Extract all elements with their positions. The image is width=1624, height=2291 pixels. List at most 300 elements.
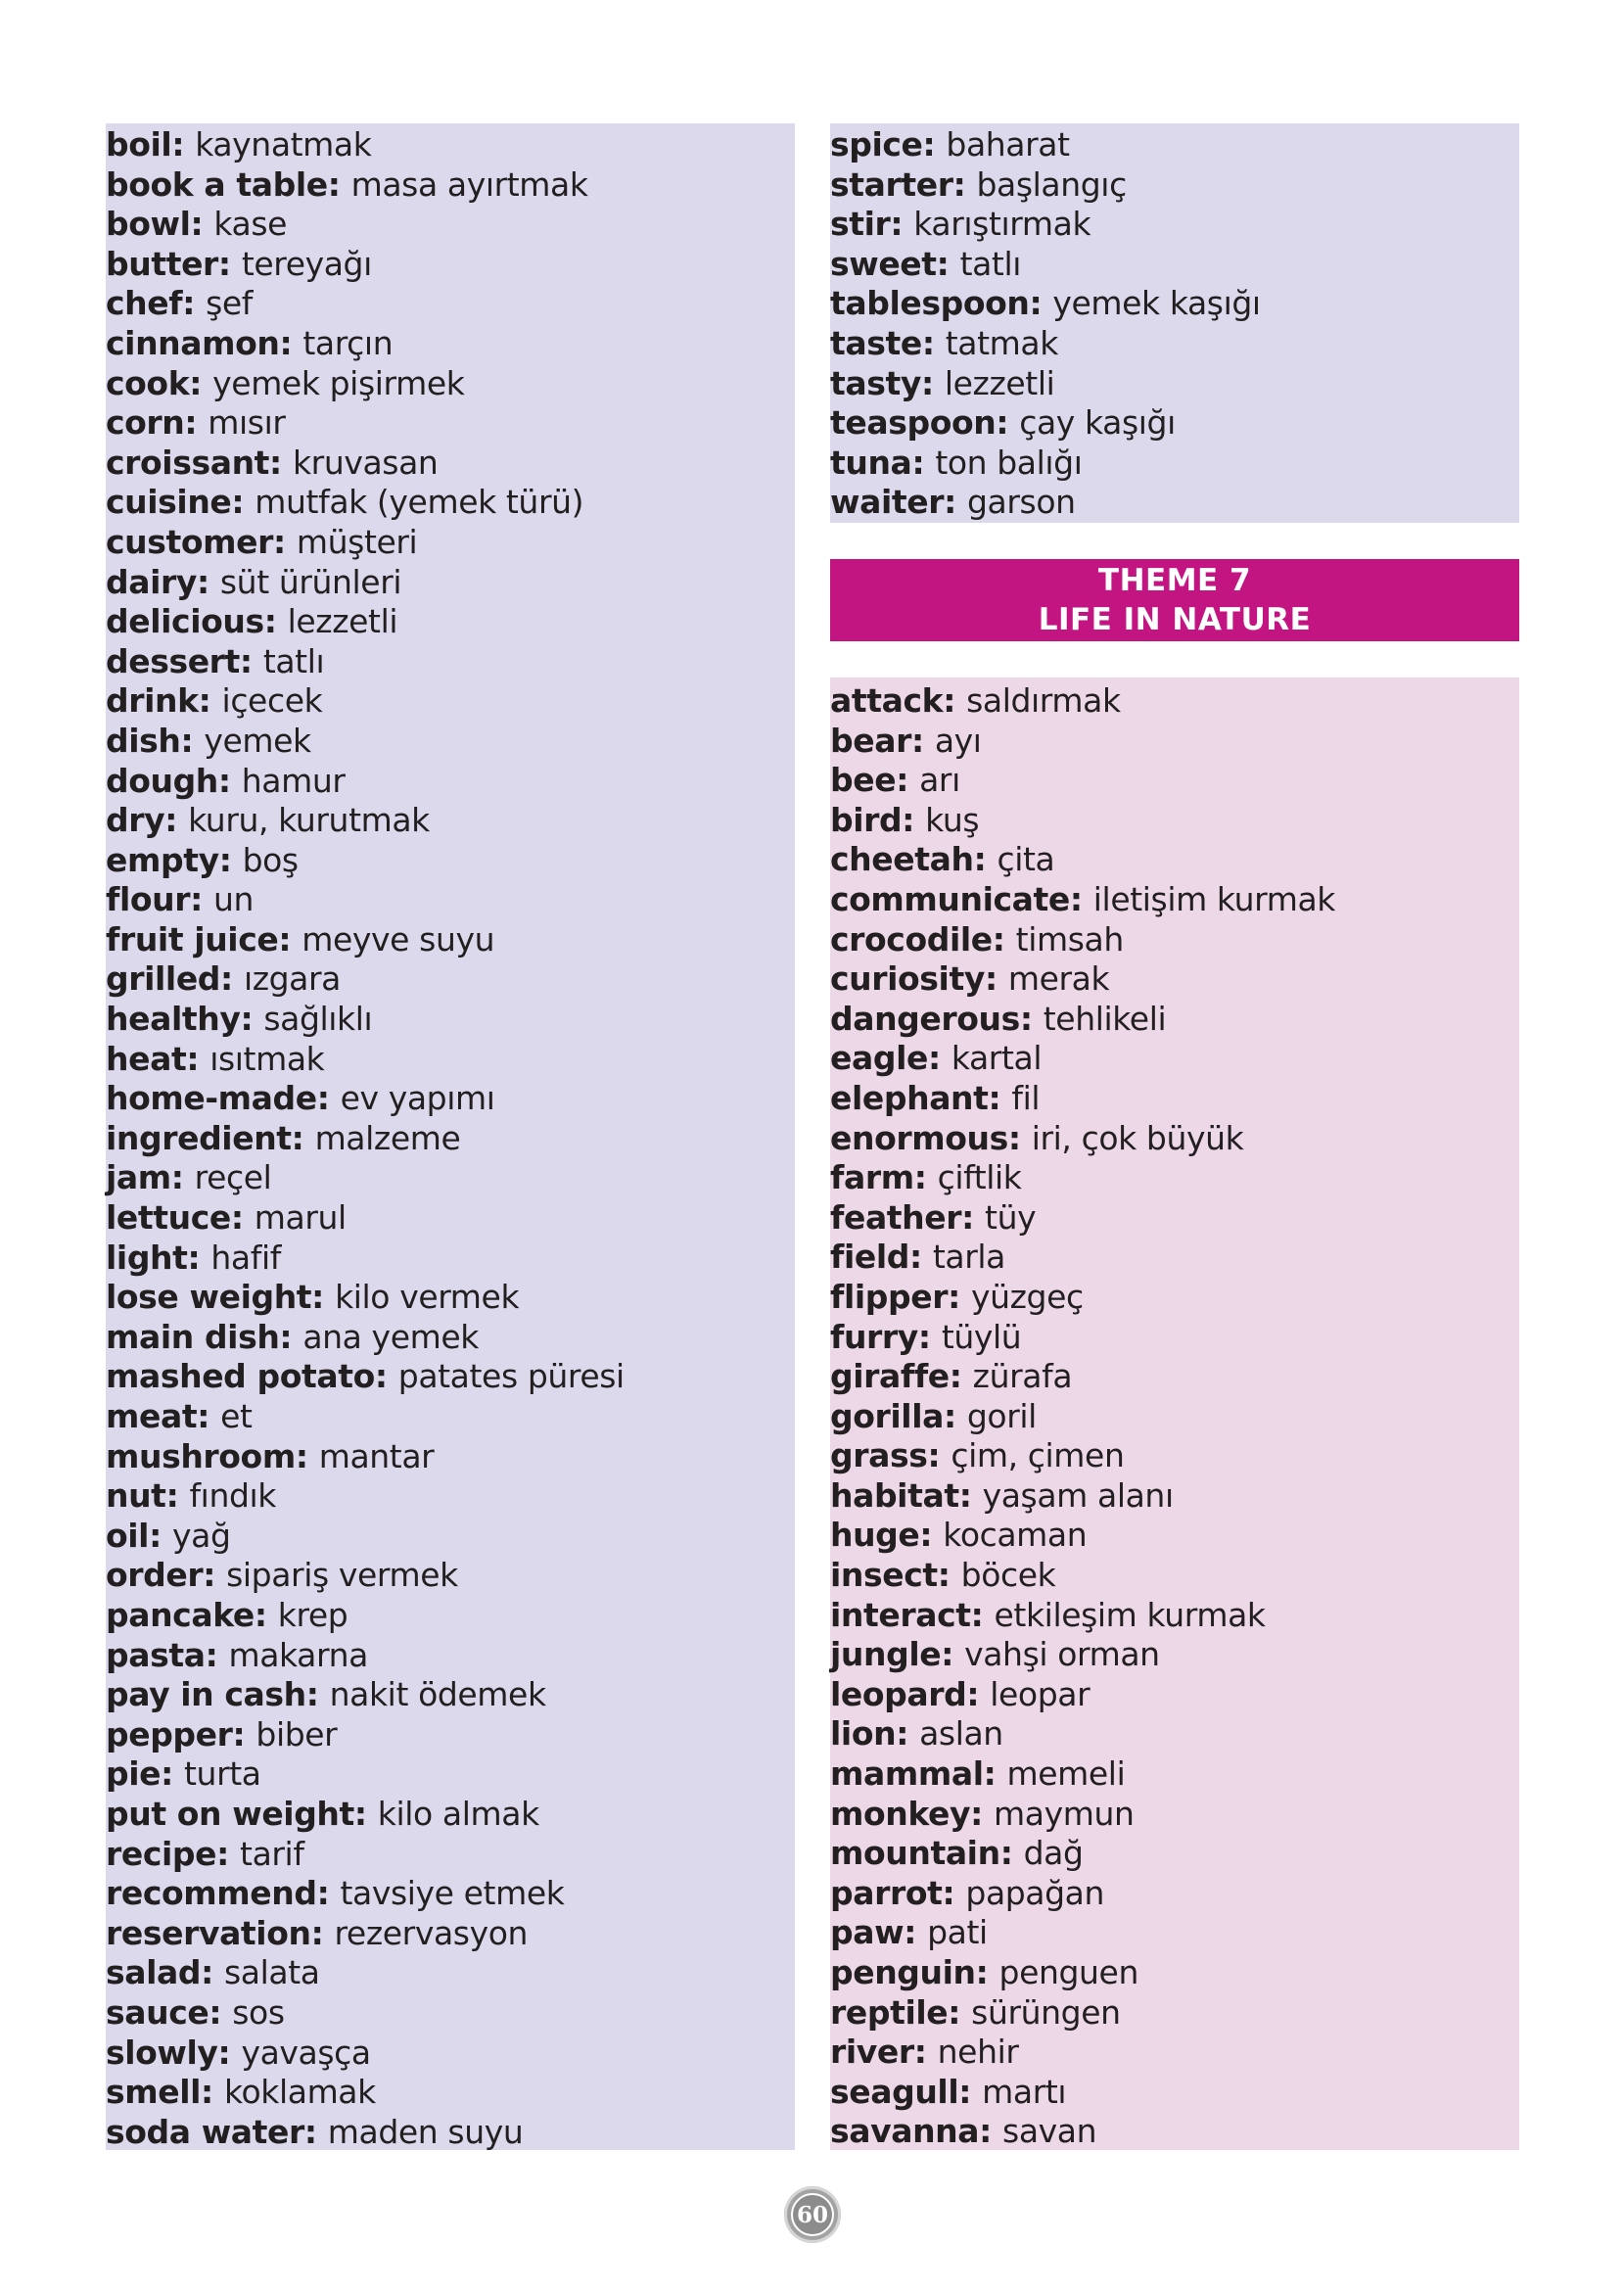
entry-meaning: yemek pişirmek xyxy=(212,363,465,402)
vocabulary-entry xyxy=(106,1835,795,1875)
entry-separator: : xyxy=(149,1516,172,1555)
entry-meaning: goril xyxy=(966,1396,1037,1435)
entry-meaning: zürafa xyxy=(972,1357,1073,1396)
entry-separator: : xyxy=(970,1794,994,1833)
entry-meaning: turta xyxy=(184,1754,261,1794)
entry-term: recipe xyxy=(106,1834,217,1873)
entry-meaning: lezzetli xyxy=(287,602,398,641)
theme-number: THEME 7 xyxy=(1097,563,1252,598)
entry-separator: : xyxy=(291,1118,315,1157)
entry-separator: : xyxy=(1019,999,1044,1038)
entry-meaning: tüylü xyxy=(941,1317,1022,1356)
entry-separator: : xyxy=(958,2072,983,2111)
entry-separator: : xyxy=(937,1556,961,1595)
entry-term: lettuce xyxy=(106,1198,231,1238)
entry-meaning: yemek kaşığı xyxy=(1052,284,1261,323)
entry-meaning: krep xyxy=(277,1595,348,1634)
entry-separator: : xyxy=(189,363,213,402)
entry-meaning: memeli xyxy=(1006,1754,1126,1794)
vocabulary-entry xyxy=(106,1517,795,1557)
entry-meaning: kuru, kurutmak xyxy=(188,801,430,840)
entry-term: penguin xyxy=(830,1953,976,1991)
entry-separator: : xyxy=(913,2033,938,2072)
vocabulary-entry xyxy=(106,1437,795,1477)
vocabulary-entry xyxy=(106,1357,795,1397)
entry-separator: : xyxy=(1029,284,1053,323)
entry-meaning: mutfak (yemek türü) xyxy=(255,483,584,522)
entry-separator: : xyxy=(1069,879,1093,918)
entry-meaning: yavaşça xyxy=(241,2033,371,2072)
entry-meaning: masa ayırtmak xyxy=(350,164,588,204)
entry-term: salad xyxy=(106,1953,202,1992)
entry-term: gorilla xyxy=(830,1396,944,1435)
entry-separator: : xyxy=(197,1397,221,1435)
entry-separator: : xyxy=(216,1834,241,1873)
entry-separator: : xyxy=(1007,1118,1032,1157)
entry-separator: : xyxy=(263,602,288,641)
entry-meaning: kilo vermek xyxy=(335,1278,520,1317)
entry-term: pie xyxy=(106,1754,162,1794)
entry-meaning: nehir xyxy=(937,2033,1019,2072)
entry-term: pasta xyxy=(106,1635,206,1674)
entry-term: delicious xyxy=(106,602,264,641)
vocabulary-entry xyxy=(830,2112,1519,2152)
entry-meaning: ısıtmak xyxy=(209,1039,325,1078)
entry-meaning: reçel xyxy=(194,1158,272,1197)
vocabulary-entry xyxy=(106,403,795,444)
entry-meaning: savan xyxy=(1002,2112,1097,2151)
entry-separator: : xyxy=(187,1238,211,1277)
vocabulary-entry xyxy=(106,1476,795,1517)
vocabulary-entry xyxy=(830,2033,1519,2073)
entry-separator: : xyxy=(983,1754,1007,1794)
entry-term: tablespoon xyxy=(830,284,1030,323)
entry-term: customer xyxy=(106,522,273,561)
entry-separator: : xyxy=(190,205,214,244)
entry-separator: : xyxy=(904,1913,928,1952)
vocabulary-entry xyxy=(106,1158,795,1198)
vocabulary-entry xyxy=(106,1795,795,1835)
entry-separator: : xyxy=(927,1436,951,1475)
entry-meaning: sağlıklı xyxy=(263,1000,373,1039)
entry-separator: : xyxy=(353,1794,378,1833)
entry-meaning: meyve suyu xyxy=(302,919,495,958)
entry-term: put on weight xyxy=(106,1794,354,1833)
entry-term: pepper xyxy=(106,1714,233,1753)
entry-meaning: kaynatmak xyxy=(195,125,372,164)
vocabulary-entry xyxy=(830,1079,1519,1119)
entry-term: enormous xyxy=(830,1118,1008,1157)
vocabulary-entry xyxy=(106,722,795,762)
entry-term: elephant xyxy=(830,1078,989,1117)
entry-term: field xyxy=(830,1238,909,1277)
entry-separator: : xyxy=(975,1953,999,1991)
entry-separator: : xyxy=(239,641,263,680)
entry-separator: : xyxy=(170,1158,195,1197)
entry-meaning: pati xyxy=(927,1913,988,1952)
entry-meaning: ızgara xyxy=(243,959,341,999)
entry-term: slowly xyxy=(106,2033,218,2072)
vocabulary-entry xyxy=(830,681,1519,722)
entry-meaning: yaşam alanı xyxy=(982,1475,1174,1515)
entry-meaning: fil xyxy=(1011,1078,1041,1117)
entry-separator: : xyxy=(184,403,209,443)
entry-meaning: koklamak xyxy=(223,2073,376,2112)
theme-title: LIFE IN NATURE xyxy=(1038,602,1312,637)
entry-meaning: tatlı xyxy=(959,244,1021,283)
vocabulary-entry xyxy=(830,324,1519,364)
entry-separator: : xyxy=(374,1357,398,1396)
vocabulary-entry xyxy=(830,403,1519,444)
entry-separator: : xyxy=(209,1992,233,2032)
entry-separator: : xyxy=(966,1674,991,1713)
entry-term: reservation xyxy=(106,1913,311,1952)
entry-separator: : xyxy=(890,205,914,244)
entry-meaning: mısır xyxy=(208,403,286,443)
entry-separator: : xyxy=(917,1317,942,1356)
entry-meaning: boş xyxy=(242,840,299,879)
entry-term: mashed potato xyxy=(106,1357,375,1396)
vocabulary-entry xyxy=(106,1596,795,1636)
entry-separator: : xyxy=(269,443,293,482)
entry-meaning: maden suyu xyxy=(327,2112,524,2151)
entry-term: crocodile xyxy=(830,919,993,958)
entry-term: stir xyxy=(830,205,891,244)
entry-separator: : xyxy=(958,1475,983,1515)
vocabulary-entry xyxy=(830,1635,1519,1675)
entry-term: mammal xyxy=(830,1754,984,1794)
entry-meaning: süt ürünleri xyxy=(219,562,402,601)
vocabulary-entry xyxy=(106,444,795,484)
vocabulary-entry xyxy=(830,483,1519,523)
entry-meaning: et xyxy=(220,1397,253,1435)
entry-separator: : xyxy=(316,1874,341,1913)
entry-term: jungle xyxy=(830,1635,942,1674)
entry-meaning: kartal xyxy=(951,1039,1043,1078)
vocabulary-entry xyxy=(106,2034,795,2074)
entry-term: mountain xyxy=(830,1834,1000,1873)
vocabulary-entry xyxy=(106,642,795,682)
vocabulary-entry xyxy=(106,523,795,563)
vocabulary-entry xyxy=(830,1795,1519,1835)
entry-separator: : xyxy=(240,1000,264,1039)
entry-meaning: patates püresi xyxy=(397,1357,625,1396)
vocabulary-entry xyxy=(106,1953,795,1993)
entry-meaning: marul xyxy=(254,1198,347,1238)
entry-term: main dish xyxy=(106,1317,280,1356)
entry-separator: : xyxy=(999,1834,1024,1873)
entry-meaning: tatlı xyxy=(262,641,325,680)
entry-separator: : xyxy=(943,1396,967,1435)
vocabulary-entry xyxy=(106,1239,795,1279)
vocabulary-entry xyxy=(830,1000,1519,1040)
entry-separator: : xyxy=(902,800,926,839)
entry-term: lion xyxy=(830,1714,897,1753)
entry-separator: : xyxy=(896,761,920,800)
entry-separator: : xyxy=(164,801,189,840)
entry-separator: : xyxy=(171,125,196,164)
vocabulary-entry xyxy=(830,801,1519,841)
vocabulary-entry xyxy=(830,1714,1519,1754)
entry-term: leopard xyxy=(830,1674,967,1713)
entry-separator: : xyxy=(910,721,935,760)
vocabulary-list-left xyxy=(106,123,795,2152)
entry-term: fruit juice xyxy=(106,919,279,958)
entry-term: grass xyxy=(830,1436,928,1475)
entry-term: bear xyxy=(830,721,911,760)
entry-meaning: tarla xyxy=(932,1238,1005,1277)
vocabulary-entry xyxy=(830,1596,1519,1636)
entry-term: pancake xyxy=(106,1595,255,1634)
entry-term: river xyxy=(830,2033,914,2072)
entry-meaning: iri, çok büyük xyxy=(1031,1118,1244,1157)
entry-separator: : xyxy=(186,1039,210,1078)
entry-term: taste xyxy=(830,323,922,362)
entry-term: bowl xyxy=(106,205,191,244)
entry-separator: : xyxy=(996,403,1020,443)
entry-meaning: yağ xyxy=(172,1516,231,1555)
vocabulary-entry xyxy=(106,762,795,802)
vocabulary-entry xyxy=(106,483,795,523)
entry-term: dish xyxy=(106,721,181,760)
entry-term: eagle xyxy=(830,1039,928,1078)
vocabulary-entry xyxy=(830,245,1519,285)
entry-meaning: ton balığı xyxy=(935,443,1083,482)
vocabulary-panel-right-bottom xyxy=(830,678,1519,2150)
entry-meaning: malzeme xyxy=(314,1118,461,1157)
vocabulary-panel-right-top xyxy=(830,123,1519,523)
entry-term: parrot xyxy=(830,1873,943,1912)
entry-meaning: tereyağı xyxy=(241,244,372,283)
vocabulary-entry xyxy=(106,801,795,841)
entry-term: empty xyxy=(106,840,219,879)
entry-separator: : xyxy=(232,1714,256,1753)
entry-meaning: iletişim kurmak xyxy=(1092,879,1336,918)
vocabulary-entry xyxy=(830,1675,1519,1715)
entry-separator: : xyxy=(230,1198,255,1238)
entry-term: corn xyxy=(106,403,185,443)
vocabulary-entry xyxy=(830,1238,1519,1278)
entry-meaning: garson xyxy=(967,483,1076,522)
entry-term: sauce xyxy=(106,1992,209,2032)
entry-term: seagull xyxy=(830,2072,959,2111)
entry-separator: : xyxy=(205,1635,229,1674)
entry-meaning: böcek xyxy=(960,1556,1056,1595)
entry-term: curiosity xyxy=(830,959,985,999)
vocabulary-entry xyxy=(830,1039,1519,1079)
entry-separator: : xyxy=(295,1436,319,1475)
entry-term: lose weight xyxy=(106,1278,312,1317)
entry-separator: : xyxy=(970,1595,995,1634)
entry-meaning: ana yemek xyxy=(302,1317,479,1356)
entry-term: tuna xyxy=(830,443,912,482)
vocabulary-entry xyxy=(830,1913,1519,1953)
vocabulary-entry xyxy=(830,125,1519,165)
entry-separator: : xyxy=(922,125,947,164)
entry-term: interact xyxy=(830,1595,971,1634)
entry-meaning: sos xyxy=(232,1992,285,2032)
entry-meaning: dağ xyxy=(1023,1834,1084,1873)
entry-separator: : xyxy=(984,959,1008,999)
vocabulary-entry xyxy=(830,840,1519,880)
vocabulary-panel-left xyxy=(106,123,795,2150)
entry-term: jam xyxy=(106,1158,171,1197)
entry-separator: : xyxy=(992,919,1016,958)
entry-meaning: etkileşim kurmak xyxy=(994,1595,1266,1634)
entry-term: feather xyxy=(830,1197,962,1237)
vocabulary-list-right-bottom xyxy=(830,678,1519,2152)
entry-term: furry xyxy=(830,1317,918,1356)
vocabulary-entry xyxy=(106,1040,795,1080)
entry-term: savanna xyxy=(830,2112,980,2151)
entry-separator: : xyxy=(165,1476,190,1516)
entry-term: boil xyxy=(106,125,172,164)
entry-meaning: çiftlik xyxy=(937,1158,1022,1197)
entry-separator: : xyxy=(273,522,297,561)
entry-term: tasty xyxy=(830,363,921,402)
entry-meaning: vahşi orman xyxy=(964,1635,1160,1674)
vocabulary-entry xyxy=(106,1993,795,2034)
entry-meaning: biber xyxy=(255,1714,338,1753)
entry-term: insect xyxy=(830,1556,938,1595)
entry-meaning: mantar xyxy=(318,1436,435,1475)
entry-meaning: ayı xyxy=(934,721,982,760)
vocabulary-entry xyxy=(106,205,795,245)
entry-meaning: yemek xyxy=(204,721,311,760)
entry-separator: : xyxy=(180,721,205,760)
vocabulary-entry xyxy=(106,1198,795,1239)
entry-separator: : xyxy=(942,1873,966,1912)
entry-separator: : xyxy=(979,2112,1003,2151)
vocabulary-entry xyxy=(830,1158,1519,1198)
vocabulary-entry xyxy=(106,1675,795,1715)
entry-separator: : xyxy=(218,840,243,879)
vocabulary-entry xyxy=(830,1198,1519,1239)
vocabulary-entry xyxy=(106,1636,795,1676)
page-number: 60 xyxy=(791,2193,834,2236)
entry-meaning: kruvasan xyxy=(292,443,439,482)
entry-separator: : xyxy=(896,1714,920,1753)
vocabulary-entry xyxy=(830,165,1519,206)
vocabulary-entry xyxy=(106,1914,795,1954)
entry-separator: : xyxy=(220,959,244,999)
entry-separator: : xyxy=(203,1556,227,1595)
vocabulary-entry xyxy=(106,1079,795,1119)
vocabulary-entry xyxy=(830,284,1519,324)
entry-meaning: tarif xyxy=(240,1834,304,1873)
entry-separator: : xyxy=(279,323,303,362)
entry-separator: : xyxy=(201,2073,224,2112)
vocabulary-entry xyxy=(830,1476,1519,1517)
entry-term: light xyxy=(106,1238,188,1277)
entry-separator: : xyxy=(316,1079,341,1118)
entry-meaning: tatmak xyxy=(945,323,1058,362)
vocabulary-entry xyxy=(830,1754,1519,1795)
entry-meaning: içecek xyxy=(221,681,323,721)
vocabulary-entry xyxy=(106,1000,795,1040)
entry-meaning: merak xyxy=(1007,959,1110,999)
entry-meaning: müşteri xyxy=(296,522,418,561)
vocabulary-entry xyxy=(106,1119,795,1159)
entry-meaning: timsah xyxy=(1015,919,1124,958)
entry-term: home-made xyxy=(106,1079,317,1118)
vocabulary-entry xyxy=(106,841,795,881)
entry-term: dough xyxy=(106,761,218,800)
entry-separator: : xyxy=(217,2033,242,2072)
entry-separator: : xyxy=(311,1278,336,1317)
entry-term: spice xyxy=(830,125,923,164)
vocabulary-entry xyxy=(830,1834,1519,1874)
entry-meaning: lezzetli xyxy=(944,363,1055,402)
entry-term: teaspoon xyxy=(830,403,997,443)
entry-term: starter xyxy=(830,164,953,204)
entry-term: bee xyxy=(830,761,897,800)
entry-meaning: sipariş vermek xyxy=(226,1556,458,1595)
entry-separator: : xyxy=(908,1238,933,1277)
entry-separator: : xyxy=(217,244,242,283)
entry-separator: : xyxy=(988,1078,1012,1117)
entry-meaning: baharat xyxy=(946,125,1070,164)
entry-term: smell xyxy=(106,2073,202,2112)
vocabulary-entry xyxy=(830,920,1519,960)
entry-meaning: hamur xyxy=(241,761,346,800)
entry-term: giraffe xyxy=(830,1357,950,1396)
entry-separator: : xyxy=(948,1992,972,2032)
entry-term: dairy xyxy=(106,562,197,601)
entry-meaning: sürüngen xyxy=(971,1992,1121,2032)
vocabulary-entry xyxy=(106,2073,795,2113)
entry-term: dessert xyxy=(106,641,240,680)
entry-separator: : xyxy=(327,164,351,204)
vocabulary-entry xyxy=(830,1993,1519,2034)
entry-meaning: hafif xyxy=(210,1238,281,1277)
entry-meaning: kocaman xyxy=(943,1516,1088,1555)
vocabulary-entry xyxy=(106,920,795,960)
entry-meaning: rezervasyon xyxy=(334,1913,528,1952)
vocabulary-entry xyxy=(830,959,1519,1000)
vocabulary-entry xyxy=(830,1318,1519,1358)
vocabulary-entry xyxy=(830,1436,1519,1476)
entry-term: recommend xyxy=(106,1874,317,1913)
vocabulary-entry xyxy=(106,1318,795,1358)
entry-separator: : xyxy=(944,483,967,522)
entry-meaning: fındık xyxy=(189,1476,276,1516)
theme-banner xyxy=(830,559,1519,641)
entry-separator: : xyxy=(190,880,213,919)
entry-separator: : xyxy=(197,562,220,601)
entry-separator: : xyxy=(198,681,222,721)
entry-separator: : xyxy=(921,323,946,362)
vocabulary-entry xyxy=(830,761,1519,801)
entry-separator: : xyxy=(943,681,967,720)
entry-term: communicate xyxy=(830,879,1070,918)
vocabulary-entry xyxy=(106,364,795,404)
vocabulary-entry xyxy=(830,1556,1519,1596)
entry-separator: : xyxy=(973,840,998,879)
entry-separator: : xyxy=(941,1635,965,1674)
entry-meaning: başlangıç xyxy=(976,164,1127,204)
entry-meaning: kilo almak xyxy=(377,1794,539,1833)
entry-separator: : xyxy=(948,1277,971,1316)
page-number-badge xyxy=(784,2186,841,2243)
vocabulary-entry xyxy=(830,2073,1519,2113)
entry-term: mushroom xyxy=(106,1436,296,1475)
entry-term: grilled xyxy=(106,959,221,999)
entry-separator: : xyxy=(920,363,945,402)
entry-separator: : xyxy=(310,1913,335,1952)
entry-separator: : xyxy=(911,443,936,482)
entry-term: flipper xyxy=(830,1277,949,1316)
